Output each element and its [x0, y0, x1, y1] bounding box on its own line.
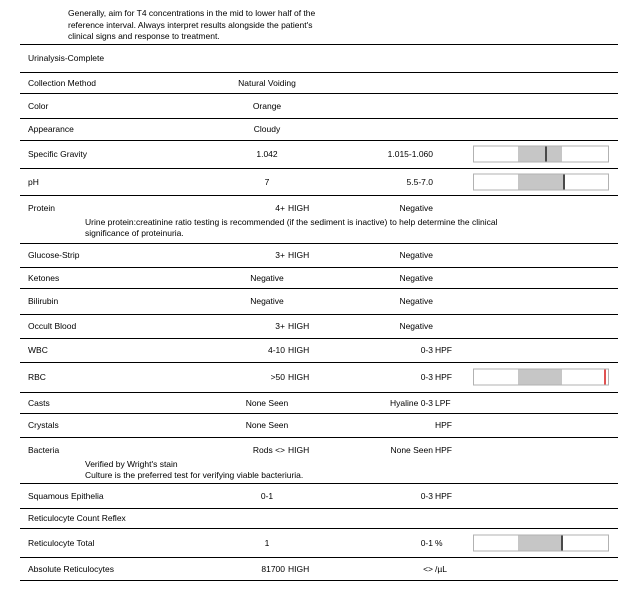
test-result — [200, 203, 334, 213]
test-name: Bilirubin — [28, 296, 59, 306]
result-row — [20, 288, 618, 314]
result-row — [20, 338, 618, 362]
test-name: Squamous Epithelia — [28, 490, 104, 501]
result-value: 7 — [264, 176, 270, 187]
test-result — [200, 124, 334, 134]
result-value: 3+ — [275, 250, 285, 260]
test-name: Ketones — [28, 272, 60, 283]
result-value: 81700 — [261, 563, 285, 574]
high-flag: HIGH — [288, 345, 310, 355]
test-name: Appearance — [28, 124, 74, 134]
reference-range — [334, 564, 484, 574]
test-result — [200, 538, 334, 548]
test-name: Occult Blood — [28, 321, 77, 331]
result-value: None Seen — [245, 397, 289, 408]
range-bar — [473, 173, 609, 190]
test-name: Reticulocyte Count Reflex — [28, 513, 126, 523]
reference-range — [334, 372, 484, 382]
note-line: Culture is the preferred test for verifying viable bacteriuria. — [85, 469, 304, 480]
test-result — [200, 177, 334, 187]
high-flag: HIGH — [288, 321, 310, 331]
comment-line: reference interval. Always interpret results alongside the patient's — [68, 19, 313, 30]
test-name: Urinalysis-Complete — [28, 53, 105, 63]
reference-value: Negative — [399, 296, 433, 306]
test-result — [200, 345, 334, 355]
reference-unit: HPF — [435, 372, 452, 382]
range-bar-fill — [518, 147, 562, 162]
section-row — [20, 508, 618, 528]
result-row — [20, 140, 618, 168]
reference-value: Negative — [399, 321, 433, 331]
reference-unit: /µL — [435, 563, 447, 574]
result-row — [20, 557, 618, 580]
note-line: significance of proteinuria. — [85, 227, 184, 238]
reference-range — [334, 203, 484, 213]
test-name: Collection Method — [28, 77, 97, 88]
result-value: Orange — [252, 100, 282, 111]
test-result — [200, 445, 334, 455]
test-name: Absolute Reticulocytes — [28, 563, 114, 574]
reference-range — [334, 296, 484, 306]
reference-range — [334, 491, 484, 501]
test-result — [200, 372, 334, 382]
range-bar — [473, 146, 609, 163]
result-row — [20, 267, 618, 288]
result-row — [20, 437, 618, 483]
comment-block — [68, 8, 378, 43]
result-value: Negative — [250, 272, 284, 283]
reference-value: 0-1 — [420, 537, 433, 548]
result-row — [20, 314, 618, 338]
range-bar-marker — [563, 174, 565, 189]
result-value: Cloudy — [253, 124, 281, 134]
test-result — [200, 296, 334, 306]
high-flag: HIGH — [288, 444, 310, 455]
test-name: Bacteria — [28, 444, 60, 455]
result-value: >50 — [270, 372, 285, 382]
reference-range — [334, 177, 484, 187]
reference-range — [334, 149, 484, 159]
test-name: WBC — [28, 345, 48, 355]
result-row — [20, 72, 618, 93]
test-name: Glucose-Strip — [28, 250, 80, 260]
comment-line: Generally, aim for T4 concentrations in the mid to lower half of the — [68, 8, 316, 18]
note-line: Verified by Wright's stain — [85, 458, 178, 469]
results-table — [20, 44, 618, 581]
high-flag: HIGH — [288, 372, 310, 382]
result-value: 1 — [264, 537, 270, 548]
reference-range — [334, 321, 484, 331]
reference-unit: HPF — [435, 444, 452, 455]
reference-range — [334, 345, 484, 355]
test-name: Crystals — [28, 420, 59, 430]
section-row — [20, 44, 618, 72]
reference-value: Negative — [399, 202, 433, 213]
result-value: Rods <> — [252, 444, 285, 455]
reference-value: Hyaline 0-3 — [390, 397, 433, 408]
reference-value: Negative — [399, 272, 433, 283]
range-bar-marker — [545, 147, 547, 162]
result-value: 4-10 — [267, 345, 285, 355]
reference-unit: % — [435, 537, 443, 548]
range-bar — [473, 369, 609, 386]
result-value: 0-1 — [260, 490, 274, 501]
reference-value: 0-3 — [420, 490, 433, 501]
reference-value: 5.5-7.0 — [406, 176, 433, 187]
high-flag: HIGH — [288, 202, 310, 213]
result-row — [20, 93, 618, 118]
comment-line: clinical signs and response to treatment. — [68, 31, 220, 41]
test-result — [200, 321, 334, 331]
test-result — [200, 149, 334, 159]
reference-range — [334, 273, 484, 283]
range-bar — [473, 534, 609, 551]
range-bar-fill — [518, 370, 562, 385]
reference-value: Negative — [399, 250, 433, 260]
high-flag: HIGH — [288, 563, 310, 574]
test-result — [200, 250, 334, 260]
result-row — [20, 118, 618, 140]
reference-value: 0-3 — [420, 345, 433, 355]
test-result — [200, 78, 334, 88]
lab-results-page — [0, 8, 640, 612]
result-row — [20, 168, 618, 195]
result-row — [20, 362, 618, 392]
test-name: pH — [28, 176, 39, 187]
result-value: Negative — [250, 296, 284, 306]
range-bar-marker — [604, 370, 606, 385]
result-row — [20, 195, 618, 243]
result-row — [20, 243, 618, 267]
reference-range — [334, 398, 484, 408]
test-name: Protein — [28, 202, 55, 213]
result-row — [20, 413, 618, 437]
test-name: Casts — [28, 397, 50, 408]
test-result — [200, 398, 334, 408]
test-result — [200, 491, 334, 501]
result-notes — [85, 215, 618, 239]
test-name: Color — [28, 100, 49, 111]
reference-unit: HPF — [435, 345, 452, 355]
reference-value: <> — [423, 563, 433, 574]
result-row — [20, 392, 618, 413]
test-name: Reticulocyte Total — [28, 537, 95, 548]
reference-unit: HPF — [435, 420, 452, 430]
range-bar-fill — [518, 174, 565, 189]
range-bar-marker — [561, 535, 563, 550]
reference-unit: LPF — [435, 397, 451, 408]
test-name: RBC — [28, 372, 46, 382]
result-value: None Seen — [245, 420, 289, 430]
reference-value: None Seen — [390, 444, 433, 455]
test-result — [200, 564, 334, 574]
result-notes — [85, 457, 618, 481]
high-flag: HIGH — [288, 250, 310, 260]
reference-value: 0-3 — [420, 372, 433, 382]
result-row — [20, 483, 618, 508]
note-line: Urine protein:creatinine ratio testing is recommended (if the sediment is inactive) to help determine the clinical — [85, 216, 498, 227]
test-result — [200, 101, 334, 111]
reference-range — [334, 445, 484, 455]
result-value: 1.042 — [256, 149, 278, 159]
reference-range — [334, 420, 484, 430]
reference-value: 1.015-1.060 — [387, 149, 433, 159]
result-value: 4+ — [275, 202, 285, 213]
reference-range — [334, 538, 484, 548]
range-bar-fill — [518, 535, 562, 550]
test-result — [200, 273, 334, 283]
test-result — [200, 420, 334, 430]
result-row — [20, 528, 618, 557]
test-name: Specific Gravity — [28, 149, 88, 159]
result-value: Natural Voiding — [238, 77, 296, 88]
reference-unit: HPF — [435, 490, 452, 501]
result-value: 3+ — [275, 321, 285, 331]
reference-range — [334, 250, 484, 260]
